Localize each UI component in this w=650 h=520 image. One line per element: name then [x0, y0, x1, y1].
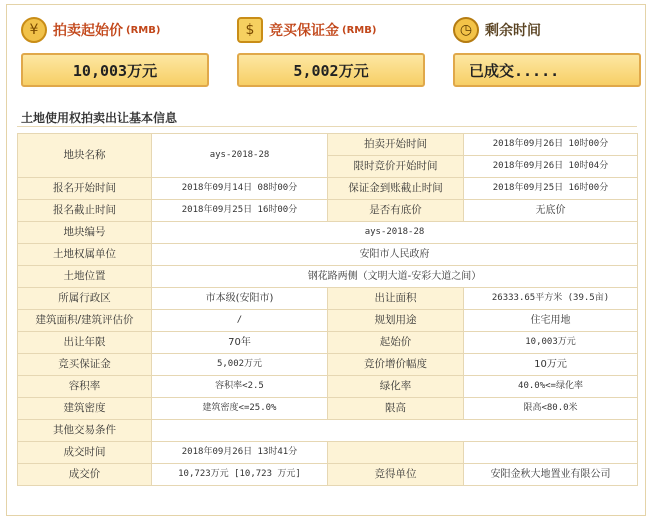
- label-cell: 所属行政区: [18, 288, 152, 310]
- table-row: [18, 310, 638, 332]
- value-cell: 2018年09月25日 16时00分: [464, 178, 638, 200]
- label-cell: 限时竞价开始时间: [328, 156, 464, 178]
- label-cell: 竞得单位: [328, 464, 464, 486]
- label-cell: 报名截止时间: [18, 200, 152, 222]
- value-cell: 无底价: [464, 200, 638, 222]
- table-row: [18, 332, 638, 354]
- table-row: [18, 376, 638, 398]
- value-cell: 安阳金秋大地置业有限公司: [464, 464, 638, 486]
- value-cell: /: [152, 310, 328, 332]
- auction-summary: [7, 5, 647, 97]
- table-row: [18, 266, 638, 288]
- start-price-title: 拍卖起始价: [53, 23, 123, 39]
- value-cell: 10,723万元 [10,723 万元]: [152, 464, 328, 486]
- label-cell: 容积率: [18, 376, 152, 398]
- value-cell: 住宅用地: [464, 310, 638, 332]
- label-cell: 地块编号: [18, 222, 152, 244]
- label-cell: 竞价增价幅度: [328, 354, 464, 376]
- value-cell: 10万元: [464, 354, 638, 376]
- deposit-value: 5,002万元: [237, 53, 425, 87]
- value-cell: [152, 420, 638, 442]
- label-cell: 地块名称: [18, 134, 152, 178]
- value-cell: 市本级(安阳市): [152, 288, 328, 310]
- label-cell: 绿化率: [328, 376, 464, 398]
- table-row: [18, 398, 638, 420]
- auction-panel: [6, 4, 646, 516]
- table-row: [18, 200, 638, 222]
- value-cell: 2018年09月26日 10时00分: [464, 134, 638, 156]
- label-cell: 成交时间: [18, 442, 152, 464]
- label-cell: 是否有底价: [328, 200, 464, 222]
- start-price-block: [21, 17, 211, 87]
- table-row: [18, 134, 638, 156]
- label-cell: 土地权属单位: [18, 244, 152, 266]
- label-cell: 建筑面积/建筑评估价: [18, 310, 152, 332]
- value-cell: 限高<80.0米: [464, 398, 638, 420]
- value-cell: 安阳市人民政府: [152, 244, 638, 266]
- clock-icon: ◷: [453, 17, 479, 43]
- value-cell: 建筑密度<=25.0%: [152, 398, 328, 420]
- land-info-table: [17, 133, 638, 486]
- table-row: [18, 442, 638, 464]
- value-cell: ays-2018-28: [152, 222, 638, 244]
- remaining-time-value: 已成交.....: [453, 53, 641, 87]
- label-cell: [328, 442, 464, 464]
- table-row: [18, 244, 638, 266]
- value-cell: 2018年09月26日 10时04分: [464, 156, 638, 178]
- table-row: [18, 222, 638, 244]
- label-cell: 出让年限: [18, 332, 152, 354]
- section-title: 土地使用权拍卖出让基本信息: [21, 111, 178, 125]
- value-cell: 26333.65平方米 (39.5亩): [464, 288, 638, 310]
- label-cell: 建筑密度: [18, 398, 152, 420]
- table-row: [18, 288, 638, 310]
- start-price-unit: (RMB): [126, 24, 161, 36]
- label-cell: 其他交易条件: [18, 420, 152, 442]
- money-bag-icon: $: [237, 17, 263, 43]
- remaining-time-title: 剩余时间: [485, 23, 541, 39]
- label-cell: 土地位置: [18, 266, 152, 288]
- label-cell: 成交价: [18, 464, 152, 486]
- label-cell: 规划用途: [328, 310, 464, 332]
- label-cell: 竞买保证金: [18, 354, 152, 376]
- section-divider: [17, 126, 637, 127]
- table-row: [18, 464, 638, 486]
- value-cell: 2018年09月25日 16时00分: [152, 200, 328, 222]
- label-cell: 限高: [328, 398, 464, 420]
- value-cell: 70年: [152, 332, 328, 354]
- label-cell: 报名开始时间: [18, 178, 152, 200]
- value-cell: 5,002万元: [152, 354, 328, 376]
- value-cell: 2018年09月26日 13时41分: [152, 442, 328, 464]
- value-cell: ays-2018-28: [152, 134, 328, 178]
- deposit-title: 竞买保证金: [269, 23, 339, 39]
- value-cell: 10,003万元: [464, 332, 638, 354]
- remaining-time-block: [453, 17, 643, 87]
- value-cell: 2018年09月14日 08时00分: [152, 178, 328, 200]
- value-cell: 容积率<2.5: [152, 376, 328, 398]
- deposit-block: [237, 17, 427, 87]
- label-cell: 起始价: [328, 332, 464, 354]
- money-coin-icon: ¥: [21, 17, 47, 43]
- table-row: [18, 178, 638, 200]
- label-cell: 拍卖开始时间: [328, 134, 464, 156]
- value-cell: [464, 442, 638, 464]
- table-row: [18, 420, 638, 442]
- start-price-value: 10,003万元: [21, 53, 209, 87]
- label-cell: 保证金到账截止时间: [328, 178, 464, 200]
- value-cell: 40.0%<=绿化率: [464, 376, 638, 398]
- table-row: [18, 354, 638, 376]
- value-cell: 钢花路两侧（文明大道-安彩大道之间）: [152, 266, 638, 288]
- label-cell: 出让面积: [328, 288, 464, 310]
- deposit-unit: (RMB): [342, 24, 377, 36]
